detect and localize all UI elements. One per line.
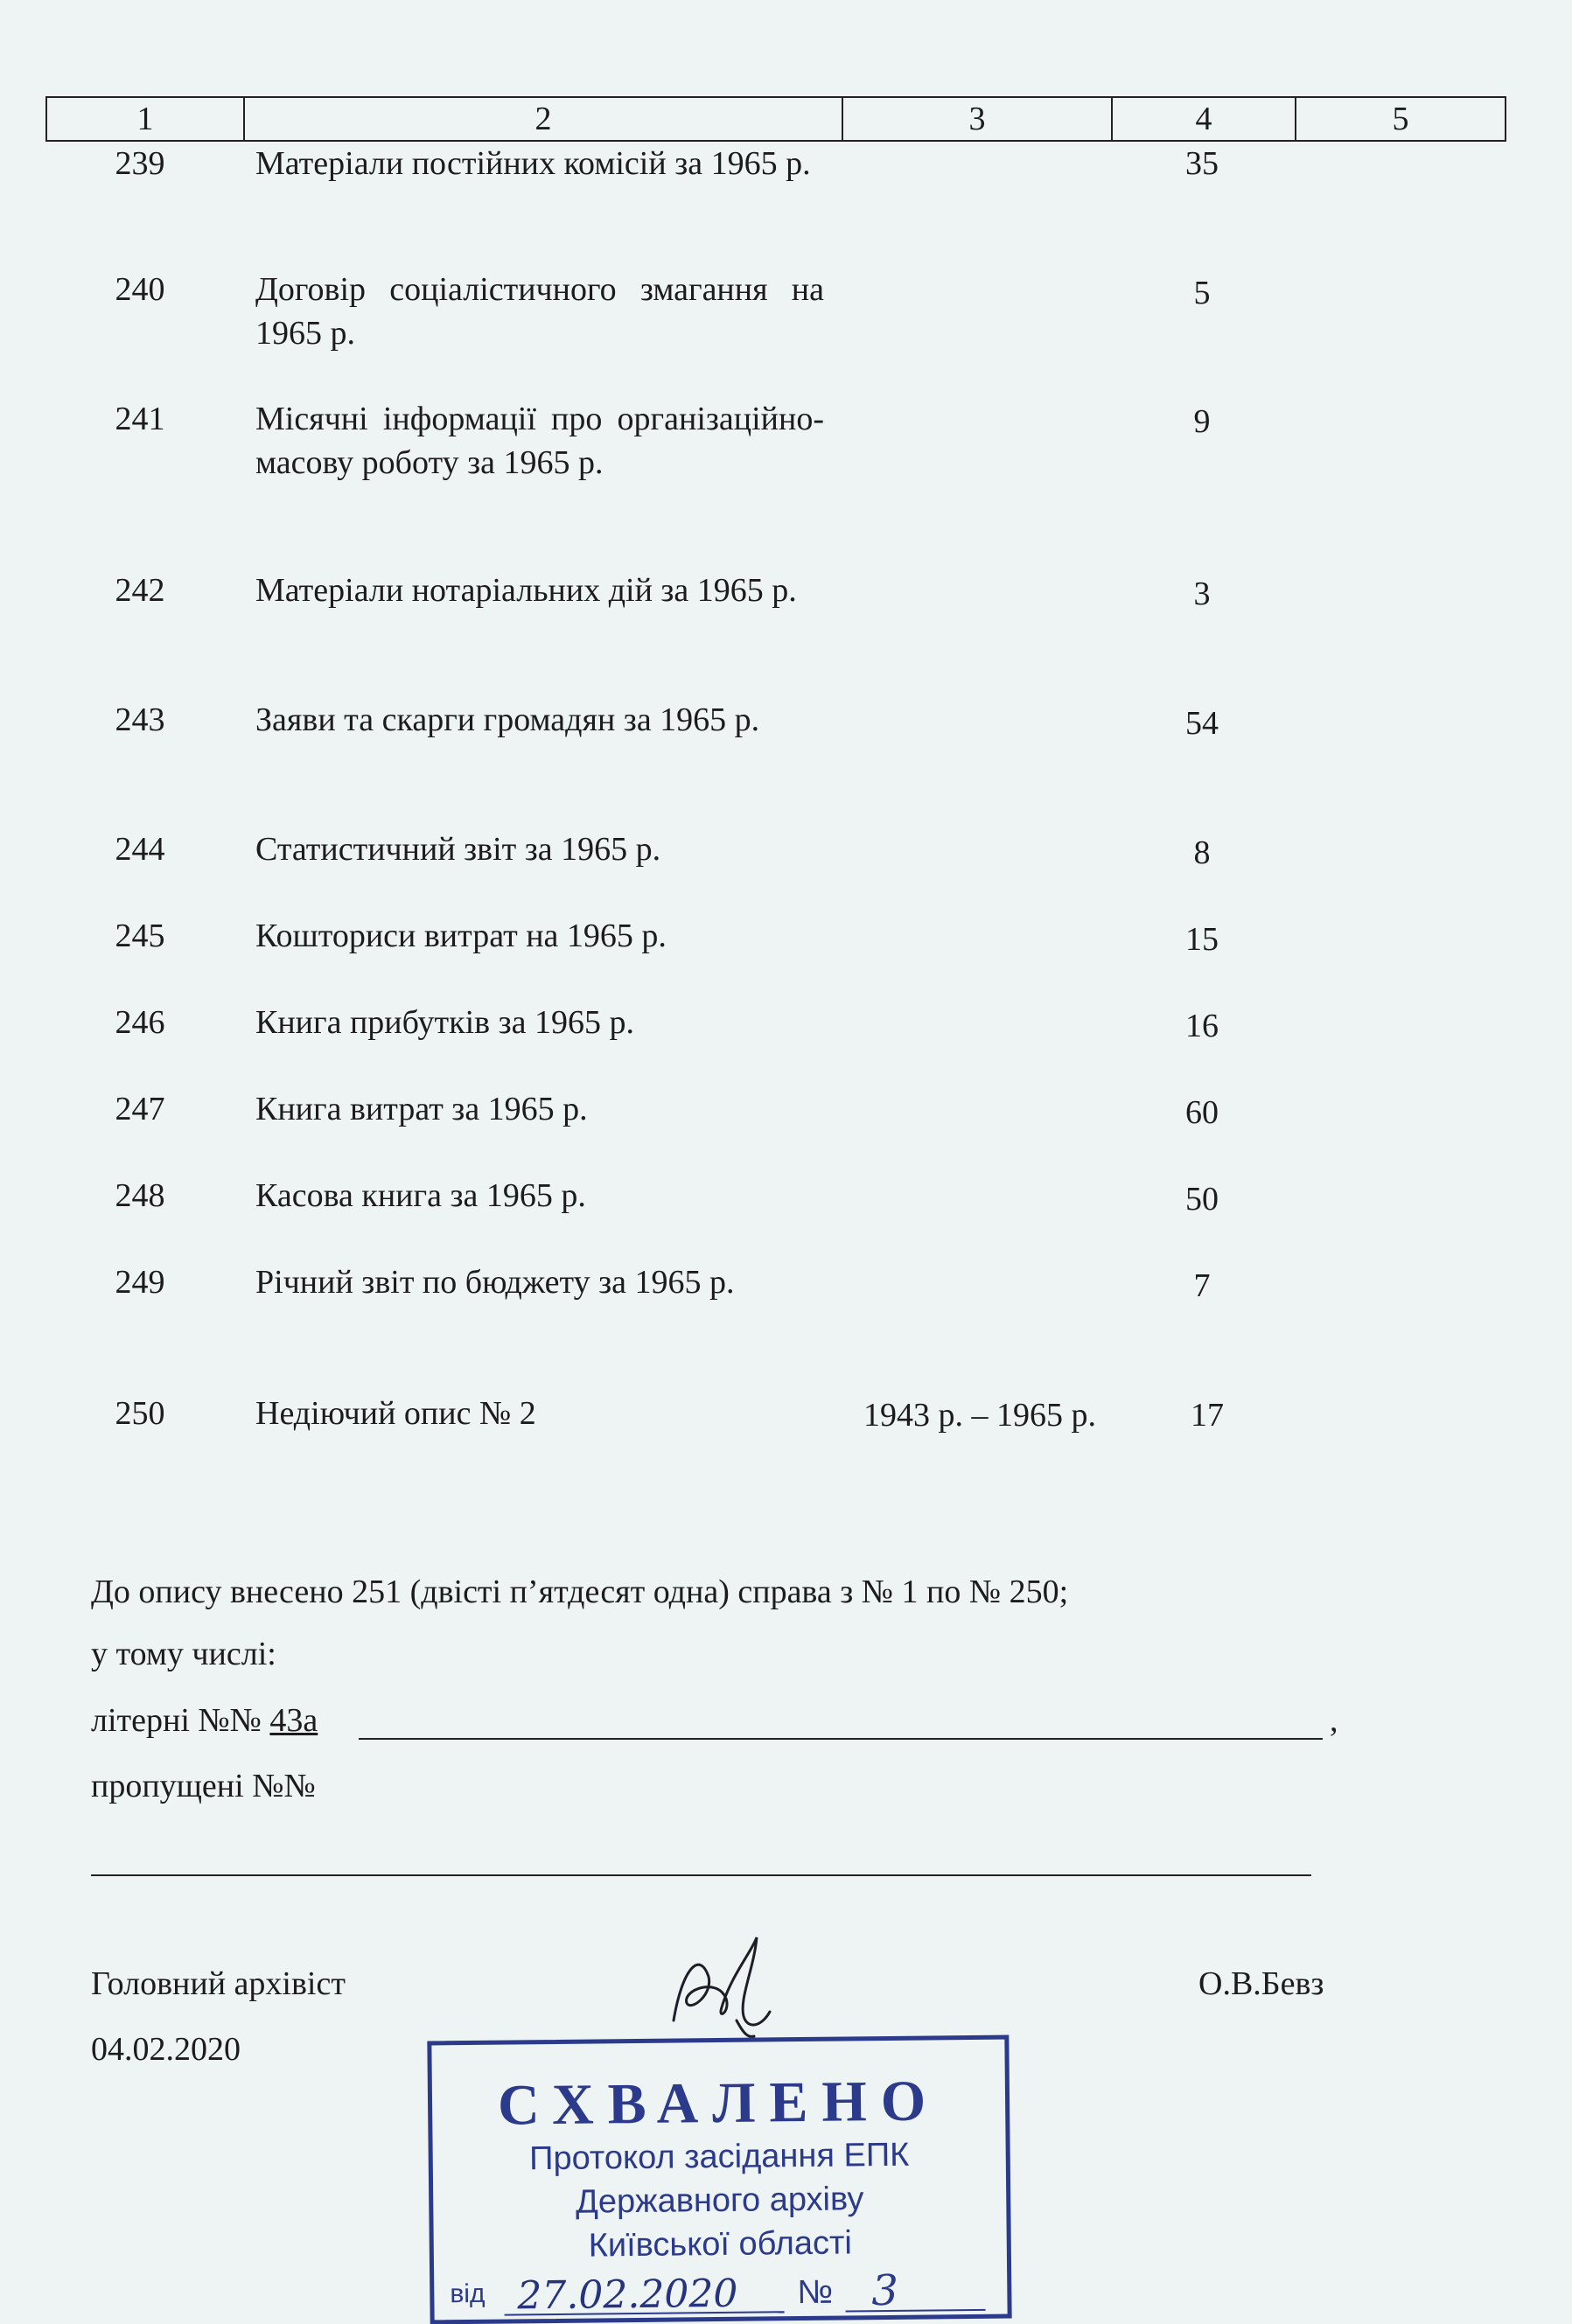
row-title: Недіючий опис № 2: [255, 1395, 536, 1432]
row-title: Матеріали нотаріальних дій за 1965 р.: [255, 572, 797, 609]
literal-value: 43а: [269, 1702, 318, 1739]
row-number: 241: [115, 401, 165, 437]
row-number: 247: [115, 1091, 165, 1127]
row-number: 244: [115, 831, 165, 868]
row-title: Кошториси витрат на 1965 р.: [255, 918, 667, 954]
row-title: Річний звіт по бюджету за 1965 р.: [255, 1264, 735, 1301]
column-header-row: [45, 96, 1506, 142]
row-count: 15: [1185, 921, 1219, 958]
row-title: Договір соціалістичного змагання на 1965 р.: [255, 271, 824, 352]
stamp-date: 27.02.2020: [517, 2271, 738, 2319]
handwritten-signature: [656, 1916, 796, 2055]
row-number: 250: [115, 1395, 165, 1432]
row-count: 60: [1185, 1094, 1219, 1131]
row-count: 35: [1185, 145, 1219, 182]
stamp-line-1: Протокол засідання ЕПК: [528, 2136, 910, 2178]
row-number: 245: [115, 918, 165, 954]
stamp-number-label: №: [797, 2273, 834, 2312]
row-title: Книга витрат за 1965 р.: [255, 1091, 588, 1127]
signature-date: 04.02.2020: [91, 2031, 241, 2068]
row-count: 16: [1185, 1008, 1219, 1044]
row-number: 246: [115, 1004, 165, 1041]
stamp-line-2: Державного архіву: [575, 2181, 864, 2221]
row-title: Книга прибутків за 1965 р.: [255, 1004, 634, 1041]
row-number: 242: [115, 572, 165, 609]
stamp-title: СХВАЛЕНО: [497, 2069, 940, 2138]
row-number: 243: [115, 701, 165, 738]
signer-position: Головний архівіст: [91, 1965, 346, 2002]
column-header-5: 5: [1295, 96, 1506, 142]
summary-line: До опису внесено 251 (двісті п’ятдесят одна) справа з № 1 по № 250;: [91, 1574, 1069, 1610]
row-count: 7: [1193, 1267, 1211, 1304]
missing-cases: пропущені №№: [91, 1768, 316, 1804]
stamp-date-prefix: від: [450, 2279, 486, 2309]
row-count: 3: [1193, 576, 1211, 612]
column-header-1: 1: [45, 96, 243, 142]
literal-label: літерні №№: [91, 1702, 270, 1739]
stamp-number: 3: [871, 2265, 899, 2316]
approval-stamp: [427, 2035, 1011, 2324]
row-title: Касова книга за 1965 р.: [255, 1177, 586, 1214]
row-count: 17: [1191, 1397, 1224, 1434]
row-count: 54: [1185, 705, 1219, 742]
literal-underline: [359, 1738, 1323, 1740]
row-title: Заяви та скарги громадян за 1965 р.: [255, 701, 760, 738]
row-number: 240: [115, 271, 165, 308]
row-count: 5: [1193, 275, 1211, 311]
column-header-2: 2: [243, 96, 842, 142]
missing-underline: [91, 1874, 1311, 1876]
row-dates: 1943 р. – 1965 р.: [863, 1397, 1096, 1434]
stamp-line-3: Київської області: [588, 2224, 853, 2265]
row-title: Статистичний звіт за 1965 р.: [255, 831, 661, 868]
row-title: Матеріали постійних комісій за 1965 р.: [255, 145, 811, 182]
summary-including: у тому числі:: [91, 1636, 276, 1672]
literal-cases: [91, 1699, 318, 1742]
row-count: 8: [1193, 834, 1211, 871]
row-count: 9: [1193, 403, 1211, 440]
row-number: 248: [115, 1177, 165, 1214]
signer-name: О.В.Бевз: [1198, 1965, 1324, 2002]
row-title: Місячні інформації про організаційно-масову роботу за 1965 р.: [255, 401, 824, 481]
stamp-number-underline: [846, 2309, 986, 2313]
column-header-4: 4: [1111, 96, 1295, 142]
row-count: 50: [1185, 1181, 1219, 1218]
row-number: 249: [115, 1264, 165, 1301]
literal-end: ,: [1330, 1702, 1338, 1739]
column-header-3: 3: [842, 96, 1111, 142]
row-number: 239: [115, 145, 165, 182]
